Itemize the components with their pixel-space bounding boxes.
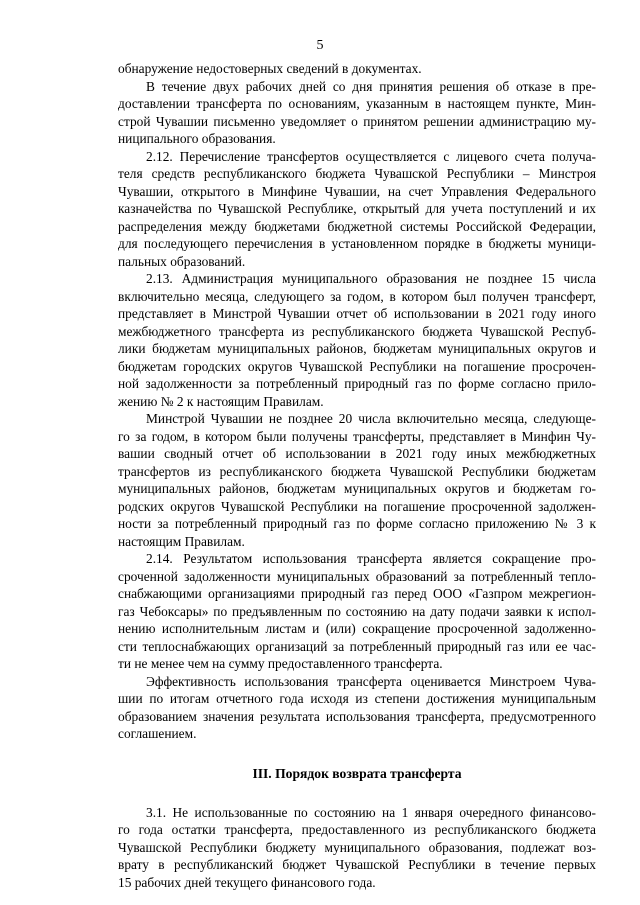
- text-line: настоящим Правилам.: [118, 533, 245, 549]
- text-line: лики бюджетам муниципальных районов, бюджетам муниципальных округов и: [118, 341, 596, 356]
- paragraph: [118, 78, 596, 148]
- text-line: казначейства по Чувашской Республике, открытый для учета поступлений и их: [118, 201, 596, 216]
- text-line: В течение двух рабочих дней со дня принятия решения об отказе в пре-: [146, 78, 596, 94]
- text-line: шии по итогам отчетного года исходя из степени достижения муниципальным: [118, 691, 596, 706]
- paragraph: [118, 60, 596, 78]
- text-line: пальных образований.: [118, 253, 246, 269]
- text-line: 2.14. Результатом использования трансферта является сокращение про-: [146, 551, 596, 566]
- document-body: [118, 60, 596, 891]
- text-line: представляет в Минстрой Чувашии отчет об использовании в 2021 году иного: [118, 306, 596, 321]
- text-line: муниципальных районов, бюджетам муниципальных округов и бюджетам го-: [118, 481, 596, 496]
- text-line: строй Чувашии письменно уведомляет о принятом решении администрацию му-: [118, 113, 596, 129]
- paragraph: [118, 673, 596, 743]
- text-line: врату в республиканский бюджет Чувашской Республики в течение первых: [118, 857, 596, 872]
- text-line: сти теплоснабжающих организаций за потребленный природный газ или ее час-: [118, 638, 596, 654]
- text-line: теля средств республиканского бюджета Чувашской Республики – Минстроя: [118, 166, 596, 181]
- text-line: включительно месяца, следующего за годом, в котором был получен трансферт,: [118, 288, 596, 304]
- text-line: родских округов Чувашской Республики на погашение просроченной задолжен-: [118, 498, 596, 514]
- text-line: 2.13. Администрация муниципального образования не позднее 15 числа: [146, 271, 596, 286]
- text-line: образованием значения результата использования трансферта, предусмотренного: [118, 708, 596, 724]
- text-line: трансфертов из республиканского бюджета Чувашской Республики бюджетам: [118, 463, 596, 479]
- text-line: нению исполнительным листам и (или) сокращение просроченной задолженно-: [118, 621, 596, 636]
- text-line: распределения между бюджетами бюджетной системы Российской Федерации,: [118, 218, 596, 234]
- text-line: бюджетам городских округов Чувашской Республики на погашение просрочен-: [118, 358, 596, 374]
- text-line: 2.12. Перечисление трансфертов осуществляется с лицевого счета получа-: [146, 148, 596, 164]
- text-line: сроченной задолженности муниципальных образований за потребленный тепло-: [118, 568, 596, 584]
- paragraph: [118, 550, 596, 673]
- paragraph: [118, 270, 596, 410]
- text-line: жению № 2 к настоящим Правилам.: [118, 393, 324, 409]
- text-line: 3.1. Не использованные по состоянию на 1 января очередного финансово-: [146, 804, 596, 820]
- text-line: ти не менее чем на сумму предоставленного трансферта.: [118, 656, 443, 671]
- text-line: снабжающими организациями природный газ перед ООО «Газпром межрегион-: [118, 586, 596, 601]
- text-line: ности за потребленный природный газ по форме согласно приложению № 3 к: [118, 516, 596, 531]
- paragraph: [118, 148, 596, 271]
- text-line: Чувашской Республики бюджету муниципального образования, подлежат воз-: [118, 839, 596, 855]
- text-line: ной задолженности за потребленный природный газ по форме согласно прило-: [118, 376, 596, 391]
- text-line: соглашением.: [118, 726, 197, 741]
- section-heading: III. Порядок возврата трансферта: [252, 765, 462, 781]
- paragraph: [118, 410, 596, 550]
- text-line: Чувашии, открытого в Минфине Чувашии, на счет Управления Федерального: [118, 183, 596, 199]
- text-line: Минстрой Чувашии не позднее 20 числа включительно месяца, следующе-: [146, 411, 596, 426]
- text-line: доставлении трансферта по основаниям, указанным в настоящем пункте, Мин-: [118, 96, 596, 111]
- text-line: межбюджетного трансферта из республиканского бюджета Чувашской Респуб-: [118, 323, 596, 339]
- paragraph: [118, 804, 596, 892]
- text-line: го за годом, в котором были получены трансферты, представляет в Минфин Чу-: [118, 428, 596, 444]
- page-number: 5: [316, 38, 324, 53]
- text-line: газ Чебоксары» по предъявленным по состоянию на дату подачи заявки к испол-: [118, 603, 596, 619]
- text-line: Эффективность использования трансферта оценивается Минстроем Чува-: [146, 673, 596, 689]
- text-line: го года остатки трансферта, предоставленного из республиканского бюджета: [118, 822, 596, 837]
- text-line: обнаружение недостоверных сведений в документах.: [118, 61, 422, 76]
- text-line: вашии сводный отчет об использовании в 2021 году иных межбюджетных: [118, 446, 596, 461]
- text-line: 15 рабочих дней текущего финансового года.: [118, 874, 376, 890]
- text-line: ниципального образования.: [118, 131, 276, 146]
- text-line: для последующего перечисления в установленном порядке в бюджеты муници-: [118, 236, 596, 251]
